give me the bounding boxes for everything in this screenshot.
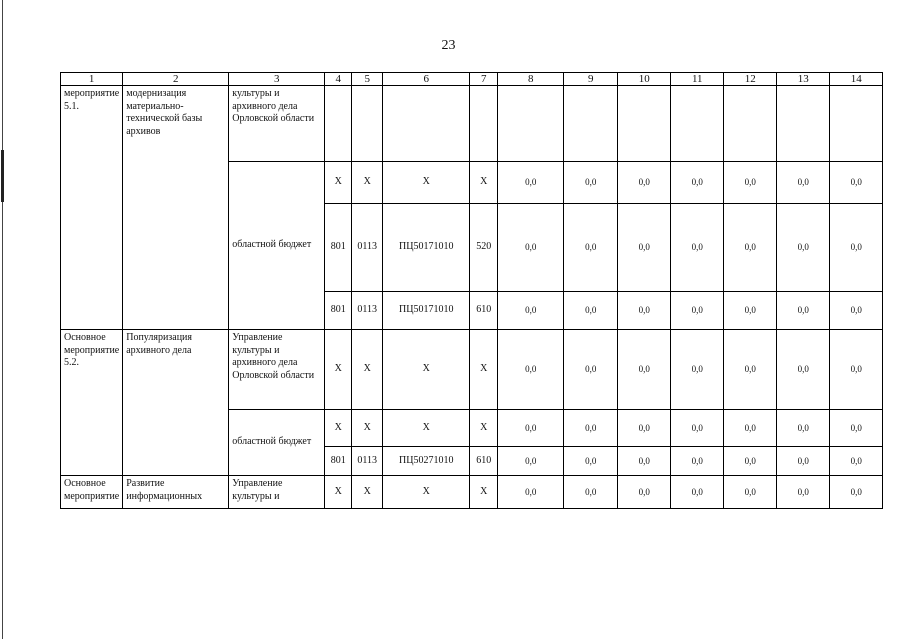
rzpr-cell: Х (352, 330, 383, 410)
header-cell: 11 (671, 73, 724, 86)
value-cell: 0,0 (830, 162, 883, 204)
vr-cell: Х (470, 410, 498, 447)
csr-cell: Х (383, 330, 470, 410)
value-cell: 0,0 (618, 410, 671, 447)
value-cell: 0,0 (777, 204, 830, 292)
value-cell: 0,0 (618, 204, 671, 292)
grbs-cell: Х (325, 162, 352, 204)
value-cell: 0,0 (671, 410, 724, 447)
vr-cell: Х (470, 476, 498, 509)
csr-cell: ПЦ50171010 (383, 204, 470, 292)
csr-cell: Х (383, 410, 470, 447)
grbs-cell: 801 (325, 204, 352, 292)
value-cell: 0,0 (498, 330, 564, 410)
value-cell: 0,0 (564, 410, 618, 447)
vr-cell: Х (470, 330, 498, 410)
value-cell: 0,0 (564, 162, 618, 204)
csr-cell: ПЦ50171010 (383, 292, 470, 330)
table-row (61, 330, 883, 410)
value-cell: 0,0 (498, 204, 564, 292)
page-left-edge (2, 0, 3, 639)
value-cell: 0,0 (724, 330, 777, 410)
vr-cell: 610 (470, 447, 498, 476)
header-cell: 12 (724, 73, 777, 86)
vr-cell: 520 (470, 204, 498, 292)
value-cell: 0,0 (777, 476, 830, 509)
header-cell: 9 (564, 73, 618, 86)
value-cell: 0,0 (830, 292, 883, 330)
rzpr-cell: Х (352, 410, 383, 447)
value-cell: 0,0 (618, 330, 671, 410)
event-name-cell: Популяризация архивного дела (123, 330, 229, 476)
csr-cell: Х (383, 162, 470, 204)
value-cell: 0,0 (777, 162, 830, 204)
value-cell: 0,0 (724, 410, 777, 447)
value-cell: 0,0 (724, 292, 777, 330)
value-cell: 0,0 (618, 292, 671, 330)
value-cell: 0,0 (724, 476, 777, 509)
grbs-cell: Х (325, 410, 352, 447)
header-row (61, 73, 883, 86)
value-cell: 0,0 (777, 447, 830, 476)
value-cell: 0,0 (618, 447, 671, 476)
value-cell: 0,0 (671, 204, 724, 292)
value-cell: 0,0 (498, 292, 564, 330)
value-cell: 0,0 (777, 330, 830, 410)
executor-cell: культуры и архивного дела Орловской области (229, 86, 325, 162)
binding-mark (1, 150, 4, 202)
value-cell: 0,0 (671, 330, 724, 410)
event-name-cell: Развитие информационных (123, 476, 229, 509)
rzpr-cell: 0113 (352, 204, 383, 292)
budget-table (60, 72, 883, 509)
rzpr-cell: Х (352, 162, 383, 204)
grbs-cell: 801 (325, 447, 352, 476)
event-number-cell: мероприятие 5.1. (61, 86, 123, 330)
header-cell: 3 (229, 73, 325, 86)
value-cell: 0,0 (618, 162, 671, 204)
table-row (61, 476, 883, 509)
funding-source-cell: областной бюджет (229, 162, 325, 330)
header-cell: 10 (618, 73, 671, 86)
header-cell: 5 (352, 73, 383, 86)
value-cell: 0,0 (830, 476, 883, 509)
value-cell: 0,0 (671, 162, 724, 204)
event-number-cell: Основное мероприятие 5.2. (61, 330, 123, 476)
value-cell: 0,0 (564, 476, 618, 509)
value-cell: 0,0 (724, 204, 777, 292)
event-name-cell: модернизация материально-технической базы архивов (123, 86, 229, 330)
header-cell: 6 (383, 73, 470, 86)
value-cell: 0,0 (671, 476, 724, 509)
value-cell: 0,0 (830, 447, 883, 476)
grbs-cell: Х (325, 330, 352, 410)
value-cell: 0,0 (618, 476, 671, 509)
header-cell: 13 (777, 73, 830, 86)
grbs-cell: 801 (325, 292, 352, 330)
grbs-cell: Х (325, 476, 352, 509)
executor-cell: Управление культуры и архивного дела Орловской области (229, 330, 325, 410)
value-cell: 0,0 (498, 476, 564, 509)
value-cell: 0,0 (671, 447, 724, 476)
value-cell: 0,0 (724, 162, 777, 204)
event-number-cell: Основное мероприятие (61, 476, 123, 509)
page-number: 23 (441, 38, 456, 53)
vr-cell: Х (470, 162, 498, 204)
header-cell: 4 (325, 73, 352, 86)
value-cell: 0,0 (564, 447, 618, 476)
value-cell: 0,0 (498, 410, 564, 447)
rzpr-cell: 0113 (352, 292, 383, 330)
value-cell: 0,0 (724, 447, 777, 476)
value-cell: 0,0 (830, 204, 883, 292)
table-row (61, 86, 883, 162)
funding-source-cell: областной бюджет (229, 410, 325, 476)
rzpr-cell: Х (352, 476, 383, 509)
header-cell: 8 (498, 73, 564, 86)
header-cell: 2 (123, 73, 229, 86)
value-cell: 0,0 (777, 410, 830, 447)
csr-cell: ПЦ50271010 (383, 447, 470, 476)
csr-cell: Х (383, 476, 470, 509)
value-cell: 0,0 (498, 162, 564, 204)
value-cell: 0,0 (671, 292, 724, 330)
header-cell: 1 (61, 73, 123, 86)
value-cell: 0,0 (830, 410, 883, 447)
vr-cell: 610 (470, 292, 498, 330)
header-cell: 7 (470, 73, 498, 86)
value-cell: 0,0 (830, 330, 883, 410)
value-cell: 0,0 (564, 204, 618, 292)
rzpr-cell: 0113 (352, 447, 383, 476)
value-cell: 0,0 (777, 292, 830, 330)
value-cell: 0,0 (498, 447, 564, 476)
header-cell: 14 (830, 73, 883, 86)
value-cell: 0,0 (564, 292, 618, 330)
value-cell: 0,0 (564, 330, 618, 410)
executor-cell: Управление культуры и (229, 476, 325, 509)
